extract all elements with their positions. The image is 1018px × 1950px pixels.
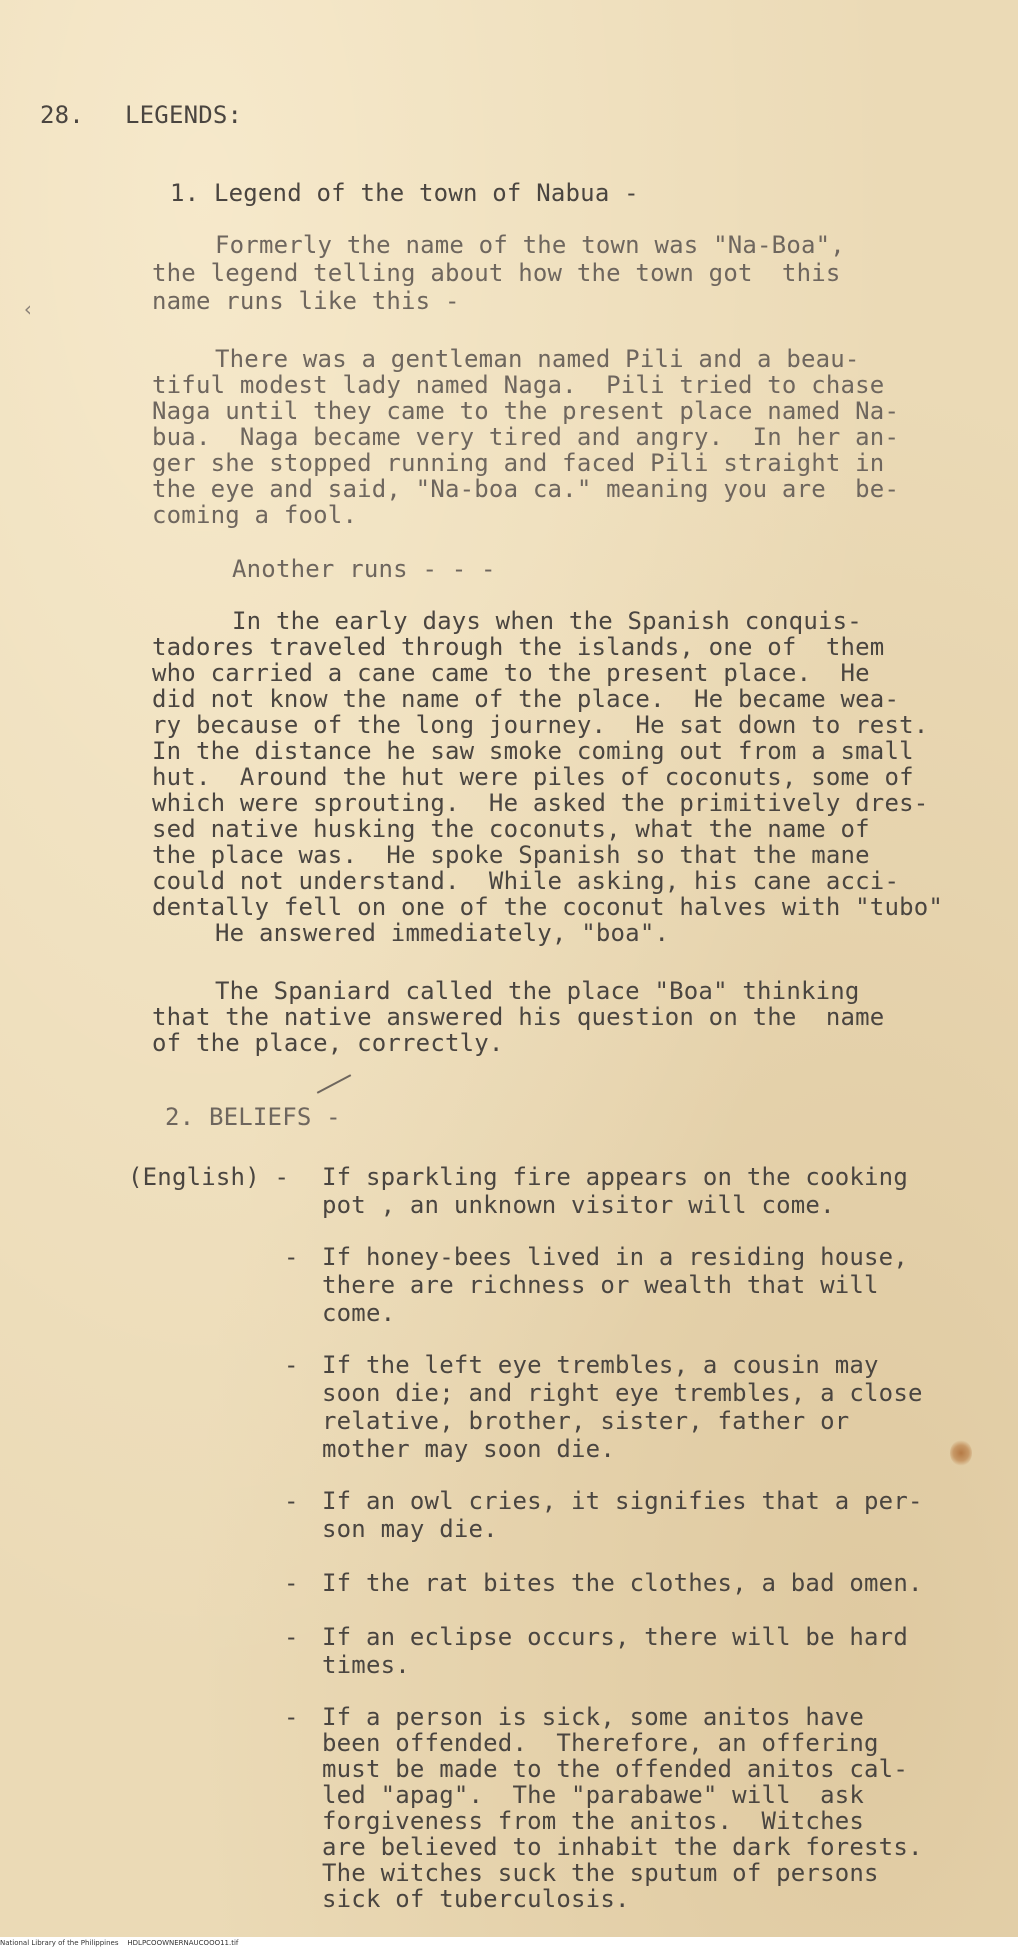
belief-line: led "apag". The "parabawe" will ask	[322, 1781, 865, 1809]
legend1-line: coming a fool.	[152, 501, 358, 529]
belief-line: If the rat bites the clothes, a bad omen.	[322, 1569, 923, 1597]
scan-footer: National Library of the Philippines HDLPCOOWNERNAUCOOO11.tif	[0, 1937, 1018, 1950]
belief-line: If sparkling fire appears on the cooking	[322, 1163, 908, 1191]
legend2-line: tadores traveled through the islands, one of them	[152, 633, 885, 661]
another-runs: Another runs - - -	[232, 555, 496, 583]
belief-line: must be made to the offended anitos cal-	[322, 1755, 908, 1783]
belief-bullet: -	[284, 1487, 299, 1515]
section-title: LEGENDS:	[125, 101, 243, 129]
legend2-line: He answered immediately, "boa".	[215, 919, 670, 947]
belief-line: The witches suck the sputum of persons	[322, 1859, 879, 1887]
belief-line: been offended. Therefore, an offering	[322, 1729, 879, 1757]
intro-line: Formerly the name of the town was "Na-Boa",	[215, 231, 845, 259]
belief-line: If honey-bees lived in a residing house,	[322, 1243, 908, 1271]
belief-bullet: -	[284, 1351, 299, 1379]
legend2-line: ry because of the long journey. He sat down to rest.	[152, 711, 929, 739]
belief-bullet: -	[284, 1703, 299, 1731]
belief-line: If an eclipse occurs, there will be hard	[322, 1623, 908, 1651]
legend2-line: In the early days when the Spanish conquis-	[232, 607, 862, 635]
legend1-line: There was a gentleman named Pili and a beau-	[215, 345, 860, 373]
belief-line: are believed to inhabit the dark forests.	[322, 1833, 923, 1861]
conclusion-line: The Spaniard called the place "Boa" thinking	[215, 977, 860, 1005]
conclusion-line: that the native answered his question on the name	[152, 1003, 885, 1031]
belief-line: son may die.	[322, 1515, 498, 1543]
belief-line: relative, brother, sister, father or	[322, 1407, 850, 1435]
legend1-line: bua. Naga became very tired and angry. In her an-	[152, 423, 900, 451]
legend2-line: the place was. He spoke Spanish so that the mane	[152, 841, 870, 869]
belief-line: soon die; and right eye trembles, a close	[322, 1379, 923, 1407]
legend2-line: which were sprouting. He asked the primitively dres-	[152, 789, 929, 817]
belief-line: there are richness or wealth that will	[322, 1271, 879, 1299]
belief-bullet: -	[284, 1243, 299, 1271]
stain-spot	[950, 1440, 972, 1466]
legend1-line: Naga until they came to the present place named Na-	[152, 397, 900, 425]
belief-line: If a person is sick, some anitos have	[322, 1703, 865, 1731]
legend2-line: who carried a cane came to the present place. He	[152, 659, 870, 687]
conclusion-line: of the place, correctly.	[152, 1029, 504, 1057]
legend2-line: In the distance he saw smoke coming out from a small	[152, 737, 914, 765]
legend2-line: hut. Around the hut were piles of coconuts, some of	[152, 763, 914, 791]
belief-line: sick of tuberculosis.	[322, 1885, 630, 1913]
pencil-check-mark	[317, 1074, 351, 1094]
belief-line: forgiveness from the anitos. Witches	[322, 1807, 865, 1835]
section-number: 28.	[40, 101, 84, 129]
belief-line: pot , an unknown visitor will come.	[322, 1191, 835, 1219]
belief-bullet: -	[284, 1569, 299, 1597]
legend1-line: tiful modest lady named Naga. Pili tried to chase	[152, 371, 885, 399]
belief-line: times.	[322, 1651, 410, 1679]
legend1-line: the eye and said, "Na-boa ca." meaning you are be-	[152, 475, 900, 503]
beliefs-language: (English) -	[128, 1163, 290, 1191]
legend1-line: ger she stopped running and faced Pili straight in	[152, 449, 885, 477]
legend2-line: did not know the name of the place. He became wea-	[152, 685, 900, 713]
margin-mark: ‹	[22, 297, 35, 321]
intro-line: the legend telling about how the town got this	[152, 259, 841, 287]
legend2-line: dentally fell on one of the coconut halves with "tubo"	[152, 893, 944, 921]
belief-line: mother may soon die.	[322, 1435, 615, 1463]
legend2-line: could not understand. While asking, his cane acci-	[152, 867, 900, 895]
belief-line: If the left eye trembles, a cousin may	[322, 1351, 879, 1379]
belief-line: come.	[322, 1299, 396, 1327]
beliefs-title: 2. BELIEFS -	[165, 1103, 341, 1131]
intro-line: name runs like this -	[152, 287, 460, 315]
legend-title: 1. Legend of the town of Nabua -	[170, 179, 639, 207]
belief-bullet: -	[284, 1623, 299, 1651]
legend2-line: sed native husking the coconuts, what the name of	[152, 815, 870, 843]
belief-line: If an owl cries, it signifies that a per-	[322, 1487, 923, 1515]
